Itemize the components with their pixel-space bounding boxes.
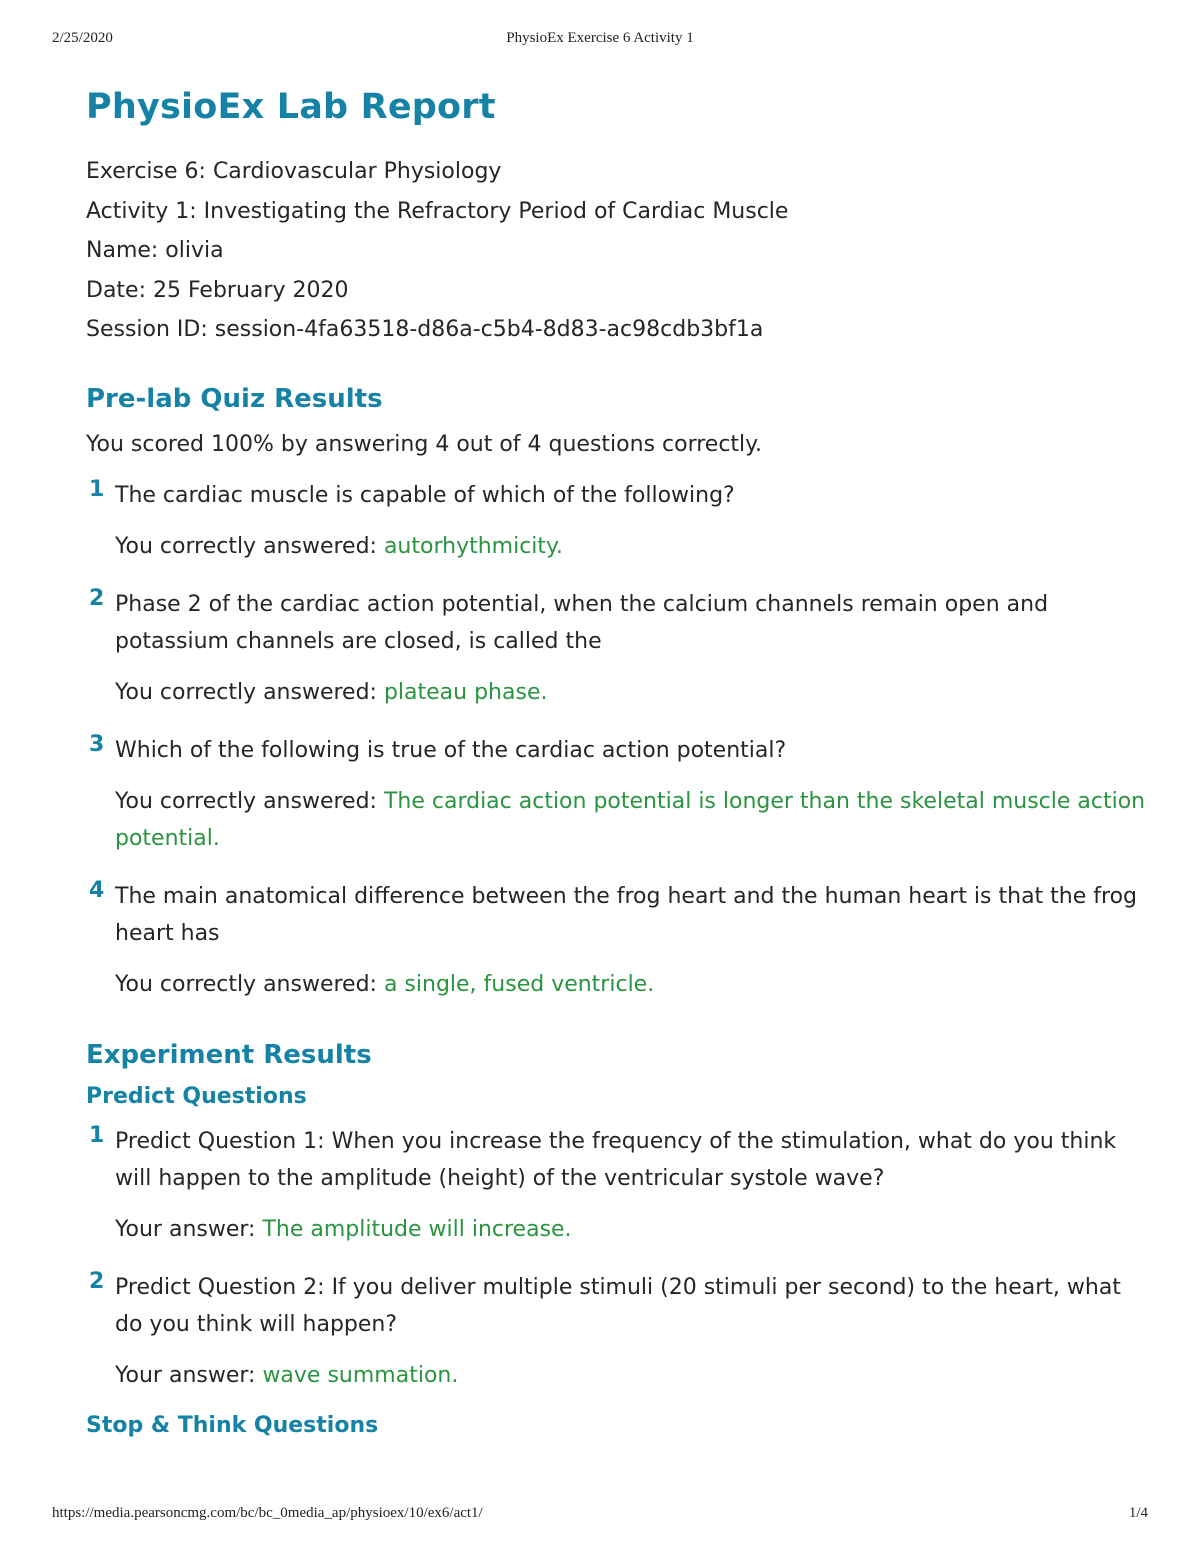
- prelab-heading: Pre-lab Quiz Results: [86, 383, 383, 414]
- answer-prefix: You correctly answered:: [115, 533, 384, 559]
- report-title: PhysioEx Lab Report: [86, 87, 496, 127]
- question-text: Which of the following is true of the cardiac action potential?: [115, 737, 787, 763]
- question-text: The main anatomical difference between the frog heart and the human heart is that the frog heart has: [115, 883, 1138, 946]
- predict-question: [86, 1123, 1146, 1248]
- question-number: 3: [89, 731, 105, 757]
- prelab-score: You scored 100% by answering 4 out of 4 questions correctly.: [86, 431, 763, 457]
- print-url[interactable]: https://media.pearsoncmg.com/bc/bc_0media_ap/physioex/10/ex6/act1/: [52, 1505, 483, 1521]
- name-line: Name: olivia: [86, 238, 224, 263]
- answer-value: plateau phase.: [383, 679, 548, 705]
- question-text: Predict Question 2: If you deliver multiple stimuli (20 stimuli per second) to the heart, what do you think will happen?: [115, 1274, 1121, 1337]
- question-answer: [115, 1211, 1146, 1248]
- report-content: [86, 84, 1146, 1441]
- answer-prefix: You correctly answered:: [115, 971, 384, 997]
- date-line: Date: 25 February 2020: [86, 277, 349, 303]
- prelab-question: [86, 477, 1146, 565]
- answer-prefix: You correctly answered:: [115, 679, 384, 705]
- prelab-question: [86, 878, 1146, 1003]
- question-number: 2: [89, 585, 105, 611]
- print-footer: [52, 1505, 1148, 1522]
- print-title: PhysioEx Exercise 6 Activity 1: [506, 30, 694, 46]
- question-text: Predict Question 1: When you increase the frequency of the stimulation, what do you think will happen to the amplitude (height) of the ventricular systole wave?: [115, 1128, 1117, 1191]
- question-answer: [115, 528, 1146, 565]
- question-answer: [115, 783, 1146, 857]
- session-id-line: Session ID: session-4fa63518-d86a-c5b4-8d83-ac98cdb3bf1a: [86, 317, 764, 342]
- activity-line: Activity 1: Investigating the Refractory Period of Cardiac Muscle: [86, 198, 789, 224]
- stop-think-heading: Stop & Think Questions: [86, 1412, 379, 1438]
- question-number: 2: [89, 1268, 105, 1294]
- experiment-heading: Experiment Results: [86, 1039, 372, 1070]
- page-number: 1/4: [1128, 1505, 1148, 1521]
- question-answer: [115, 674, 1146, 711]
- exercise-line: Exercise 6: Cardiovascular Physiology: [86, 159, 502, 184]
- question-answer: [115, 1357, 1146, 1394]
- prelab-question: [86, 732, 1146, 857]
- prelab-question: [86, 586, 1146, 711]
- report-meta: [86, 152, 1146, 350]
- answer-value: autorhythmicity.: [383, 533, 563, 559]
- question-number: 1: [89, 1122, 105, 1148]
- answer-prefix: Your answer:: [115, 1216, 263, 1242]
- question-text: Phase 2 of the cardiac action potential, when the calcium channels remain open and potassium channels are closed, is called the: [115, 591, 1049, 654]
- question-number: 1: [89, 476, 105, 502]
- print-date: 2/25/2020: [52, 30, 113, 46]
- answer-value: The cardiac action potential is longer than the skeletal muscle action potential.: [115, 788, 1146, 851]
- question-answer: [115, 966, 1146, 1003]
- answer-prefix: You correctly answered:: [115, 788, 384, 814]
- print-header: [52, 30, 1148, 47]
- answer-prefix: Your answer:: [115, 1362, 263, 1388]
- question-text: The cardiac muscle is capable of which of the following?: [115, 482, 735, 508]
- answer-value: wave summation.: [262, 1362, 459, 1388]
- predict-question: [86, 1269, 1146, 1394]
- answer-value: The amplitude will increase.: [262, 1216, 572, 1242]
- predict-heading: Predict Questions: [86, 1083, 307, 1109]
- answer-value: a single, fused ventricle.: [383, 971, 655, 997]
- question-number: 4: [89, 877, 105, 903]
